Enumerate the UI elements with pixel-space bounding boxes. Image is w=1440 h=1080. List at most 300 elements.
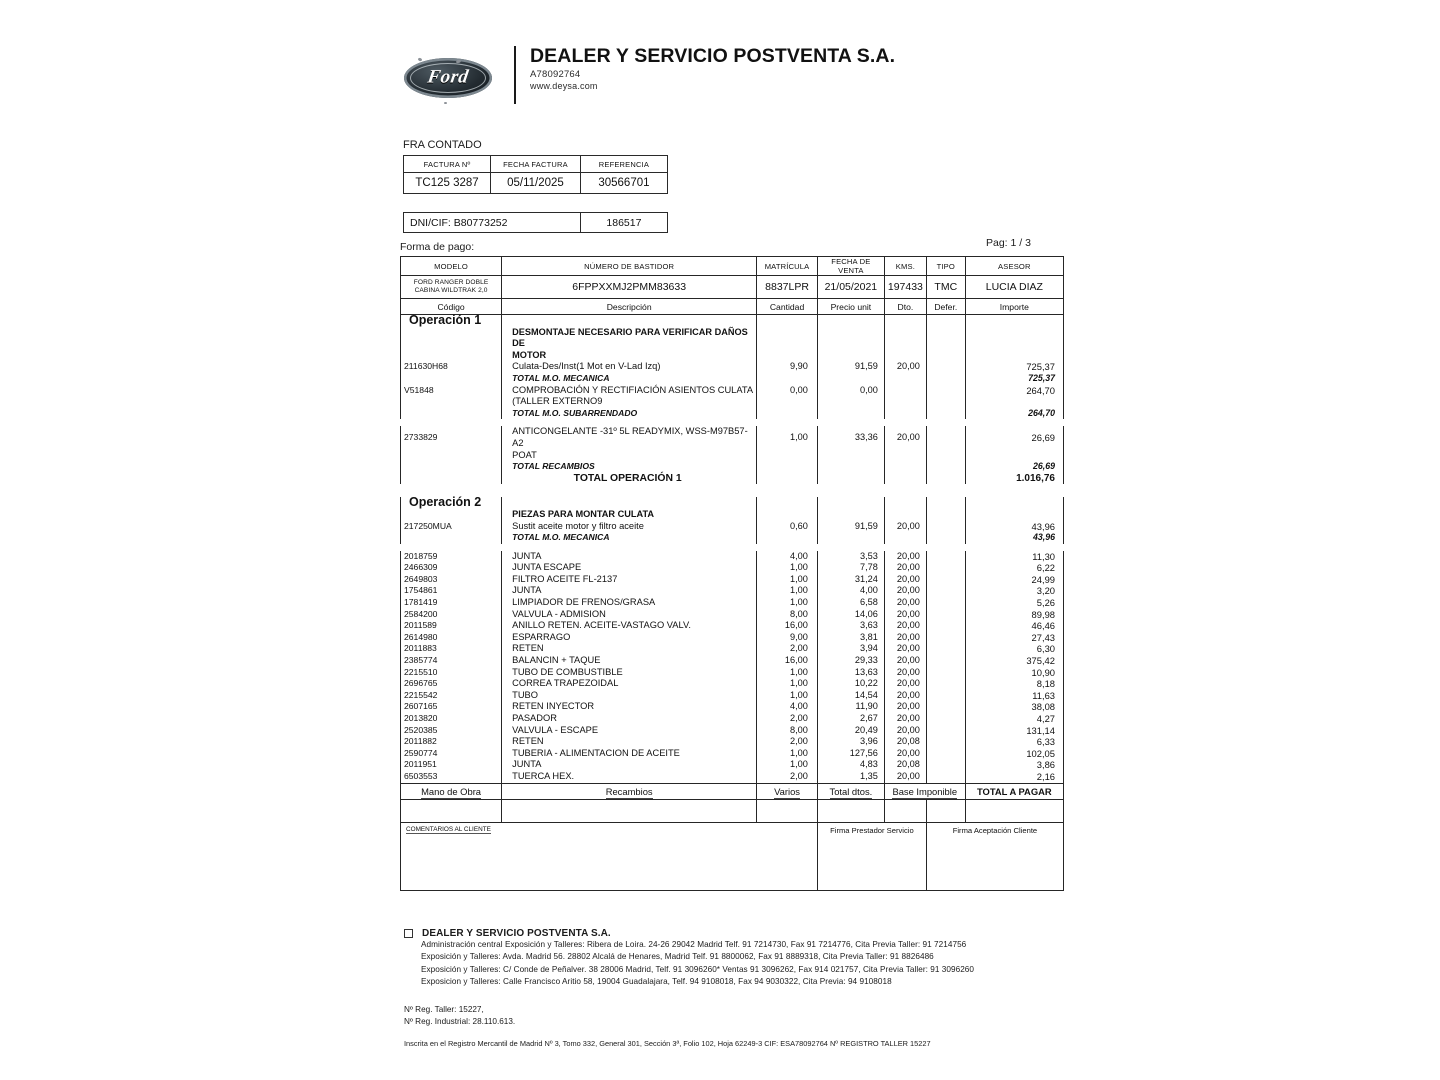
- total-value-varios: [757, 799, 818, 822]
- item-amount: 38,08: [965, 701, 1063, 713]
- item-discount: 20,00: [884, 701, 926, 713]
- item-discount: 20,00: [884, 725, 926, 737]
- item-description: COMPROBACIÓN Y RECTIFIACIÓN ASIENTOS CULATA: [502, 385, 757, 397]
- total-col-mano-obra: Mano de Obra: [401, 783, 502, 799]
- table-row: [401, 585, 1064, 597]
- item-unit-price: 0,00: [817, 385, 884, 397]
- operation-label: Operación 2: [401, 497, 502, 509]
- footer-address-line: Exposicion y Talleres: Calle Francisco Aritio 58, 19004 Guadalajara, Telf. 94 9108018, Fax 94 9030322, Cita Previa: 94 9108018: [421, 977, 892, 987]
- spacer-cell: [502, 419, 757, 426]
- totals-header-row: [401, 783, 1064, 799]
- totals-value-row: [401, 799, 1064, 822]
- item-quantity: 2,00: [757, 643, 818, 655]
- item-code: 2733829: [401, 426, 502, 449]
- item-unit-price: 3,81: [817, 632, 884, 644]
- item-deferred: [926, 473, 965, 485]
- item-description: ANTICONGELANTE -31º 5L READYMIX, WSS-M97B57-A2: [502, 426, 757, 449]
- item-code: 2590774: [401, 748, 502, 760]
- subtotal-label: TOTAL M.O. MECANICA: [502, 373, 757, 385]
- provider-signature-area: Firma Prestador Servicio: [817, 822, 926, 890]
- empty-cell: [926, 327, 965, 350]
- item-deferred: [926, 385, 965, 397]
- item-code: [401, 408, 502, 420]
- item-quantity: 16,00: [757, 655, 818, 667]
- description-continuation-row: [401, 450, 1064, 462]
- item-discount: 20,00: [884, 678, 926, 690]
- item-discount: 20,08: [884, 736, 926, 748]
- signature-row: [401, 822, 1064, 890]
- operation-total-label: TOTAL OPERACIÓN 1: [502, 473, 757, 485]
- spacer-cell: [884, 484, 926, 497]
- item-description: VALVULA - ESCAPE: [502, 725, 757, 737]
- item-amount: 725,37: [965, 361, 1063, 373]
- item-amount: 6,33: [965, 736, 1063, 748]
- ford-oval-logo: [404, 58, 492, 98]
- item-discount: 20,00: [884, 574, 926, 586]
- subtotal-row: [401, 373, 1064, 385]
- item-unit-price: [817, 532, 884, 544]
- item-quantity: [757, 473, 818, 485]
- item-discount: [884, 461, 926, 473]
- col-header-codigo: Código: [401, 299, 502, 315]
- item-description: PIEZAS PARA MONTAR CULATA: [502, 509, 757, 521]
- table-row: [401, 759, 1064, 771]
- empty-cell: [757, 350, 818, 362]
- item-code: [401, 350, 502, 362]
- spacer-cell: [502, 484, 757, 497]
- col-header-tipo: TIPO: [926, 257, 965, 276]
- payment-method-label: Forma de pago:: [400, 241, 475, 253]
- table-row: [404, 173, 668, 194]
- vehicle-data-row: [401, 276, 1064, 299]
- footer-registration-block: [404, 1004, 1094, 1029]
- item-amount: 3,86: [965, 759, 1063, 771]
- col-header-dto: Dto.: [884, 299, 926, 315]
- item-amount: 8,18: [965, 678, 1063, 690]
- item-unit-price: 14,06: [817, 609, 884, 621]
- subtotal-amount: 26,69: [965, 461, 1063, 473]
- item-code: 2215542: [401, 690, 502, 702]
- service-advisor: LUCIA DIAZ: [965, 276, 1063, 299]
- vehicle-type: TMC: [926, 276, 965, 299]
- spacer-row: [401, 544, 1064, 551]
- item-amount: 10,90: [965, 667, 1063, 679]
- empty-cell: [757, 497, 818, 509]
- item-code: 2011883: [401, 643, 502, 655]
- item-description: JUNTA: [502, 759, 757, 771]
- vehicle-header-row: [401, 257, 1064, 276]
- spacer-cell: [926, 419, 965, 426]
- total-col-total-pagar: TOTAL A PAGAR: [965, 783, 1063, 799]
- item-discount: 20,00: [884, 748, 926, 760]
- table-row: [401, 713, 1064, 725]
- operation-label: Operación 1: [401, 315, 502, 327]
- table-row: [401, 562, 1064, 574]
- item-quantity: 1,00: [757, 678, 818, 690]
- item-discount: 20,00: [884, 597, 926, 609]
- col-header-importe: Importe: [965, 299, 1063, 315]
- spacer-cell: [965, 484, 1063, 497]
- table-row: [404, 213, 668, 233]
- item-amount: 131,14: [965, 725, 1063, 737]
- total-value-mano-obra: [401, 799, 502, 822]
- item-deferred: [926, 690, 965, 702]
- item-deferred: [926, 701, 965, 713]
- table-row: [401, 667, 1064, 679]
- item-code: 6503553: [401, 771, 502, 783]
- item-deferred: [926, 574, 965, 586]
- empty-cell: [926, 450, 965, 462]
- table-row: [401, 361, 1064, 373]
- items-header-row: [401, 299, 1064, 315]
- empty-cell: [757, 327, 818, 350]
- section-heading-row: [401, 350, 1064, 362]
- item-code: [401, 473, 502, 485]
- item-discount: [884, 532, 926, 544]
- item-deferred: [926, 759, 965, 771]
- total-value-total-dtos: [817, 799, 884, 822]
- item-discount: 20,00: [884, 585, 926, 597]
- item-quantity: [757, 532, 818, 544]
- item-description: RETEN: [502, 643, 757, 655]
- table-row: [401, 609, 1064, 621]
- item-code: 2614980: [401, 632, 502, 644]
- page-indicator: Pag: 1 / 3: [986, 237, 1031, 249]
- item-description: CORREA TRAPEZOIDAL: [502, 678, 757, 690]
- spacer-cell: [502, 544, 757, 551]
- table-row: [401, 574, 1064, 586]
- empty-cell: [757, 396, 818, 408]
- vehicle-kms: 197433: [884, 276, 926, 299]
- item-deferred: [926, 585, 965, 597]
- item-deferred: [926, 426, 965, 449]
- item-description: TUBERIA - ALIMENTACION DE ACEITE: [502, 748, 757, 760]
- footer-mercantile-registry: Inscrita en el Registro Mercantil de Madrid Nº 3, Tomo 332, General 301, Sección 3ª, Folio 102, Hoja 62249-3 CIF: ESA78092764 Nº REGISTRO TALLER 15227: [404, 1039, 931, 1049]
- item-deferred: [926, 632, 965, 644]
- item-description: VALVULA - ADMISION: [502, 609, 757, 621]
- company-name: DEALER Y SERVICIO POSTVENTA S.A.: [530, 45, 896, 67]
- item-description: JUNTA: [502, 585, 757, 597]
- item-description: ESPARRAGO: [502, 632, 757, 644]
- item-code: [401, 327, 502, 350]
- item-amount: 6,22: [965, 562, 1063, 574]
- item-code: 211630H68: [401, 361, 502, 373]
- item-quantity: [757, 461, 818, 473]
- table-row: [401, 643, 1064, 655]
- item-description: JUNTA ESCAPE: [502, 562, 757, 574]
- table-row: [401, 632, 1064, 644]
- item-quantity: 1,00: [757, 562, 818, 574]
- spacer-cell: [926, 544, 965, 551]
- operation-header-row: [401, 497, 1064, 509]
- item-discount: [884, 373, 926, 385]
- vehicle-plate: 8837LPR: [757, 276, 818, 299]
- spacer-cell: [884, 544, 926, 551]
- invoice-identity-table: [403, 155, 668, 194]
- item-quantity: 8,00: [757, 725, 818, 737]
- empty-cell: [965, 450, 1063, 462]
- item-unit-price: 14,54: [817, 690, 884, 702]
- item-unit-price: [817, 408, 884, 420]
- item-deferred: [926, 361, 965, 373]
- operation-total-amount: 1.016,76: [965, 473, 1063, 485]
- spacer-cell: [817, 419, 884, 426]
- empty-cell: [817, 350, 884, 362]
- footer-address-line: Exposición y Talleres: Avda. Madrid 56. 28802 Alcalá de Henares, Madrid Telf. 91 8800062, Fax 91 8889318, Cita Previa Taller: 91 8826486: [421, 952, 934, 962]
- client-identity-table: [403, 212, 668, 233]
- item-quantity: 4,00: [757, 701, 818, 713]
- empty-cell: [817, 315, 884, 327]
- empty-cell: [884, 327, 926, 350]
- col-header-precio-unit: Precio unit: [817, 299, 884, 315]
- item-unit-price: 29,33: [817, 655, 884, 667]
- total-value-recambios: [502, 799, 757, 822]
- item-code: 1754861: [401, 585, 502, 597]
- scan-speck: [418, 57, 423, 61]
- footer-company-title: [404, 928, 1094, 939]
- item-discount: 20,00: [884, 361, 926, 373]
- subtotal-row: [401, 408, 1064, 420]
- subtotal-row: [401, 532, 1064, 544]
- letterhead: [404, 46, 1024, 108]
- item-discount: 20,00: [884, 713, 926, 725]
- footer-reg-industrial: Nº Reg. Industrial: 28.110.613.: [404, 1017, 516, 1027]
- spacer-row: [401, 419, 1064, 426]
- item-discount: [884, 473, 926, 485]
- empty-cell: [965, 497, 1063, 509]
- item-deferred: [926, 725, 965, 737]
- item-description: POAT: [502, 450, 757, 462]
- item-quantity: 1,00: [757, 690, 818, 702]
- item-discount: 20,00: [884, 521, 926, 533]
- operation-header-row: [401, 315, 1064, 327]
- item-deferred: [926, 620, 965, 632]
- item-quantity: 1,00: [757, 585, 818, 597]
- item-unit-price: 11,90: [817, 701, 884, 713]
- item-unit-price: 91,59: [817, 521, 884, 533]
- total-col-varios: Varios: [757, 783, 818, 799]
- vehicle-sale-date: 21/05/2021: [817, 276, 884, 299]
- scan-speck: [456, 59, 462, 63]
- table-row: [401, 426, 1064, 449]
- item-discount: 20,00: [884, 620, 926, 632]
- item-code: [401, 450, 502, 462]
- item-discount: 20,00: [884, 667, 926, 679]
- item-deferred: [926, 655, 965, 667]
- col-header-kms: KMS.: [884, 257, 926, 276]
- empty-cell: [757, 509, 818, 521]
- item-quantity: 1,00: [757, 426, 818, 449]
- table-row: [401, 771, 1064, 783]
- item-discount: 20,00: [884, 551, 926, 563]
- item-unit-price: 31,24: [817, 574, 884, 586]
- empty-cell: [817, 450, 884, 462]
- item-quantity: 2,00: [757, 736, 818, 748]
- empty-cell: [817, 509, 884, 521]
- item-code: 2696765: [401, 678, 502, 690]
- empty-cell: [926, 509, 965, 521]
- footer-address-line: Administración central Exposición y Talleres: Ribera de Loira. 24-26 29042 Madrid Telf. 91 7214730, Fax 91 7214776, Cita Previa Taller: 91 7214756: [421, 940, 967, 949]
- col-header-matricula: MATRÍCULA: [757, 257, 818, 276]
- item-code: 2584200: [401, 609, 502, 621]
- item-discount: 20,00: [884, 690, 926, 702]
- table-row: [401, 521, 1064, 533]
- item-description: TUERCA HEX.: [502, 771, 757, 783]
- item-unit-price: 2,67: [817, 713, 884, 725]
- company-website: www.deysa.com: [530, 81, 598, 92]
- item-description: ANILLO RETEN. ACEITE-VASTAGO VALV.: [502, 620, 757, 632]
- item-code: [401, 373, 502, 385]
- item-amount: 264,70: [965, 385, 1063, 397]
- col-header-fecha-venta: FECHA DE VENTA: [817, 257, 884, 276]
- item-discount: 20,00: [884, 643, 926, 655]
- subtotal-row: [401, 461, 1064, 473]
- item-unit-price: 1,35: [817, 771, 884, 783]
- empty-cell: [884, 450, 926, 462]
- empty-cell: [926, 497, 965, 509]
- empty-cell: [926, 315, 965, 327]
- footer-address-line: Exposición y Talleres: C/ Conde de Peñalver. 38 28006 Madrid, Telf. 91 3096260* Ventas 91 3096262, Fax 914 021757, Cita Previa Taller: 91 3096260: [421, 964, 974, 974]
- table-row: [401, 748, 1064, 760]
- col-header-descripcion: Descripción: [502, 299, 757, 315]
- item-code: 1781419: [401, 597, 502, 609]
- item-unit-price: 33,36: [817, 426, 884, 449]
- col-header-asesor: ASESOR: [965, 257, 1063, 276]
- item-deferred: [926, 609, 965, 621]
- item-description: RETEN: [502, 736, 757, 748]
- item-amount: 6,30: [965, 643, 1063, 655]
- item-quantity: 16,00: [757, 620, 818, 632]
- item-code: 2011882: [401, 736, 502, 748]
- empty-cell: [502, 497, 757, 509]
- item-description: BALANCIN + TAQUE: [502, 655, 757, 667]
- item-amount: 11,63: [965, 690, 1063, 702]
- table-row: [401, 701, 1064, 713]
- item-unit-price: 7,78: [817, 562, 884, 574]
- item-quantity: 0,00: [757, 385, 818, 397]
- item-description: PASADOR: [502, 713, 757, 725]
- empty-cell: [884, 315, 926, 327]
- item-deferred: [926, 771, 965, 783]
- item-unit-price: 127,56: [817, 748, 884, 760]
- item-deferred: [926, 408, 965, 420]
- item-deferred: [926, 597, 965, 609]
- client-dni-cif: DNI/CIF: B80773252: [404, 213, 581, 233]
- subtotal-amount: 264,70: [965, 408, 1063, 420]
- item-deferred: [926, 713, 965, 725]
- col-header-factura: FACTURA Nº: [404, 156, 491, 173]
- item-amount: 3,20: [965, 585, 1063, 597]
- item-unit-price: 3,53: [817, 551, 884, 563]
- item-discount: 20,00: [884, 609, 926, 621]
- item-description: JUNTA: [502, 551, 757, 563]
- item-deferred: [926, 667, 965, 679]
- item-code: 2649803: [401, 574, 502, 586]
- operation-total-row: [401, 473, 1064, 485]
- col-header-bastidor: NÚMERO DE BASTIDOR: [502, 257, 757, 276]
- item-code: [401, 461, 502, 473]
- item-code: V51848: [401, 385, 502, 397]
- item-amount: 375,42: [965, 655, 1063, 667]
- item-deferred: [926, 748, 965, 760]
- item-unit-price: 4,83: [817, 759, 884, 771]
- item-discount: 20,00: [884, 771, 926, 783]
- item-deferred: [926, 562, 965, 574]
- item-code: 2011951: [401, 759, 502, 771]
- item-quantity: 1,00: [757, 597, 818, 609]
- spacer-cell: [757, 419, 818, 426]
- item-description: LIMPIADOR DE FRENOS/GRASA: [502, 597, 757, 609]
- empty-cell: [965, 327, 1063, 350]
- item-amount: 2,16: [965, 771, 1063, 783]
- item-quantity: 4,00: [757, 551, 818, 563]
- item-description: Culata-Des/Inst(1 Mot en V-Lad Izq): [502, 361, 757, 373]
- col-header-modelo: MODELO: [401, 257, 502, 276]
- table-row: [401, 655, 1064, 667]
- item-code: 2607165: [401, 701, 502, 713]
- total-col-total-dtos: Total dtos.: [817, 783, 884, 799]
- item-unit-price: [817, 473, 884, 485]
- spacer-cell: [817, 484, 884, 497]
- empty-cell: [884, 396, 926, 408]
- item-amount: 89,98: [965, 609, 1063, 621]
- item-deferred: [926, 521, 965, 533]
- item-deferred: [926, 736, 965, 748]
- item-code: 217250MUA: [401, 521, 502, 533]
- item-quantity: [757, 373, 818, 385]
- total-value-iva: [926, 799, 965, 822]
- item-unit-price: 3,94: [817, 643, 884, 655]
- spacer-cell: [926, 484, 965, 497]
- table-row: [401, 597, 1064, 609]
- line-items-table: [400, 256, 1064, 891]
- item-code: 2385774: [401, 655, 502, 667]
- table-row: [401, 690, 1064, 702]
- item-amount: 5,26: [965, 597, 1063, 609]
- total-col-base-imponible: Base Imponible: [884, 783, 965, 799]
- empty-cell: [884, 350, 926, 362]
- item-amount: 102,05: [965, 748, 1063, 760]
- empty-cell: [817, 396, 884, 408]
- item-code: 2011589: [401, 620, 502, 632]
- subtotal-label: TOTAL M.O. MECANICA: [502, 532, 757, 544]
- section-heading-row: [401, 327, 1064, 350]
- item-code: [401, 509, 502, 521]
- item-amount: 4,27: [965, 713, 1063, 725]
- table-row: [401, 620, 1064, 632]
- section-heading-row: [401, 509, 1064, 521]
- spacer-cell: [401, 544, 502, 551]
- item-discount: [884, 408, 926, 420]
- item-deferred: [926, 551, 965, 563]
- item-code: [401, 396, 502, 408]
- col-header-defer: Defer.: [926, 299, 965, 315]
- company-cif: A78092764: [530, 69, 581, 81]
- client-signature-area: Firma Aceptación Cliente: [926, 822, 1063, 890]
- empty-cell: [926, 396, 965, 408]
- description-continuation-row: [401, 396, 1064, 408]
- item-description: DESMONTAJE NECESARIO PARA VERIFICAR DAÑOS DE: [502, 327, 757, 350]
- item-discount: 20,00: [884, 655, 926, 667]
- empty-cell: [965, 396, 1063, 408]
- col-header-fecha: FECHA FACTURA: [491, 156, 581, 173]
- item-code: 2215510: [401, 667, 502, 679]
- invoice-number: TC125 3287: [404, 173, 491, 194]
- col-header-referencia: REFERENCIA: [580, 156, 667, 173]
- footer-reg-taller: Nº Reg. Taller: 15227,: [404, 1004, 484, 1014]
- item-discount: 20,00: [884, 426, 926, 449]
- subtotal-amount: 43,96: [965, 532, 1063, 544]
